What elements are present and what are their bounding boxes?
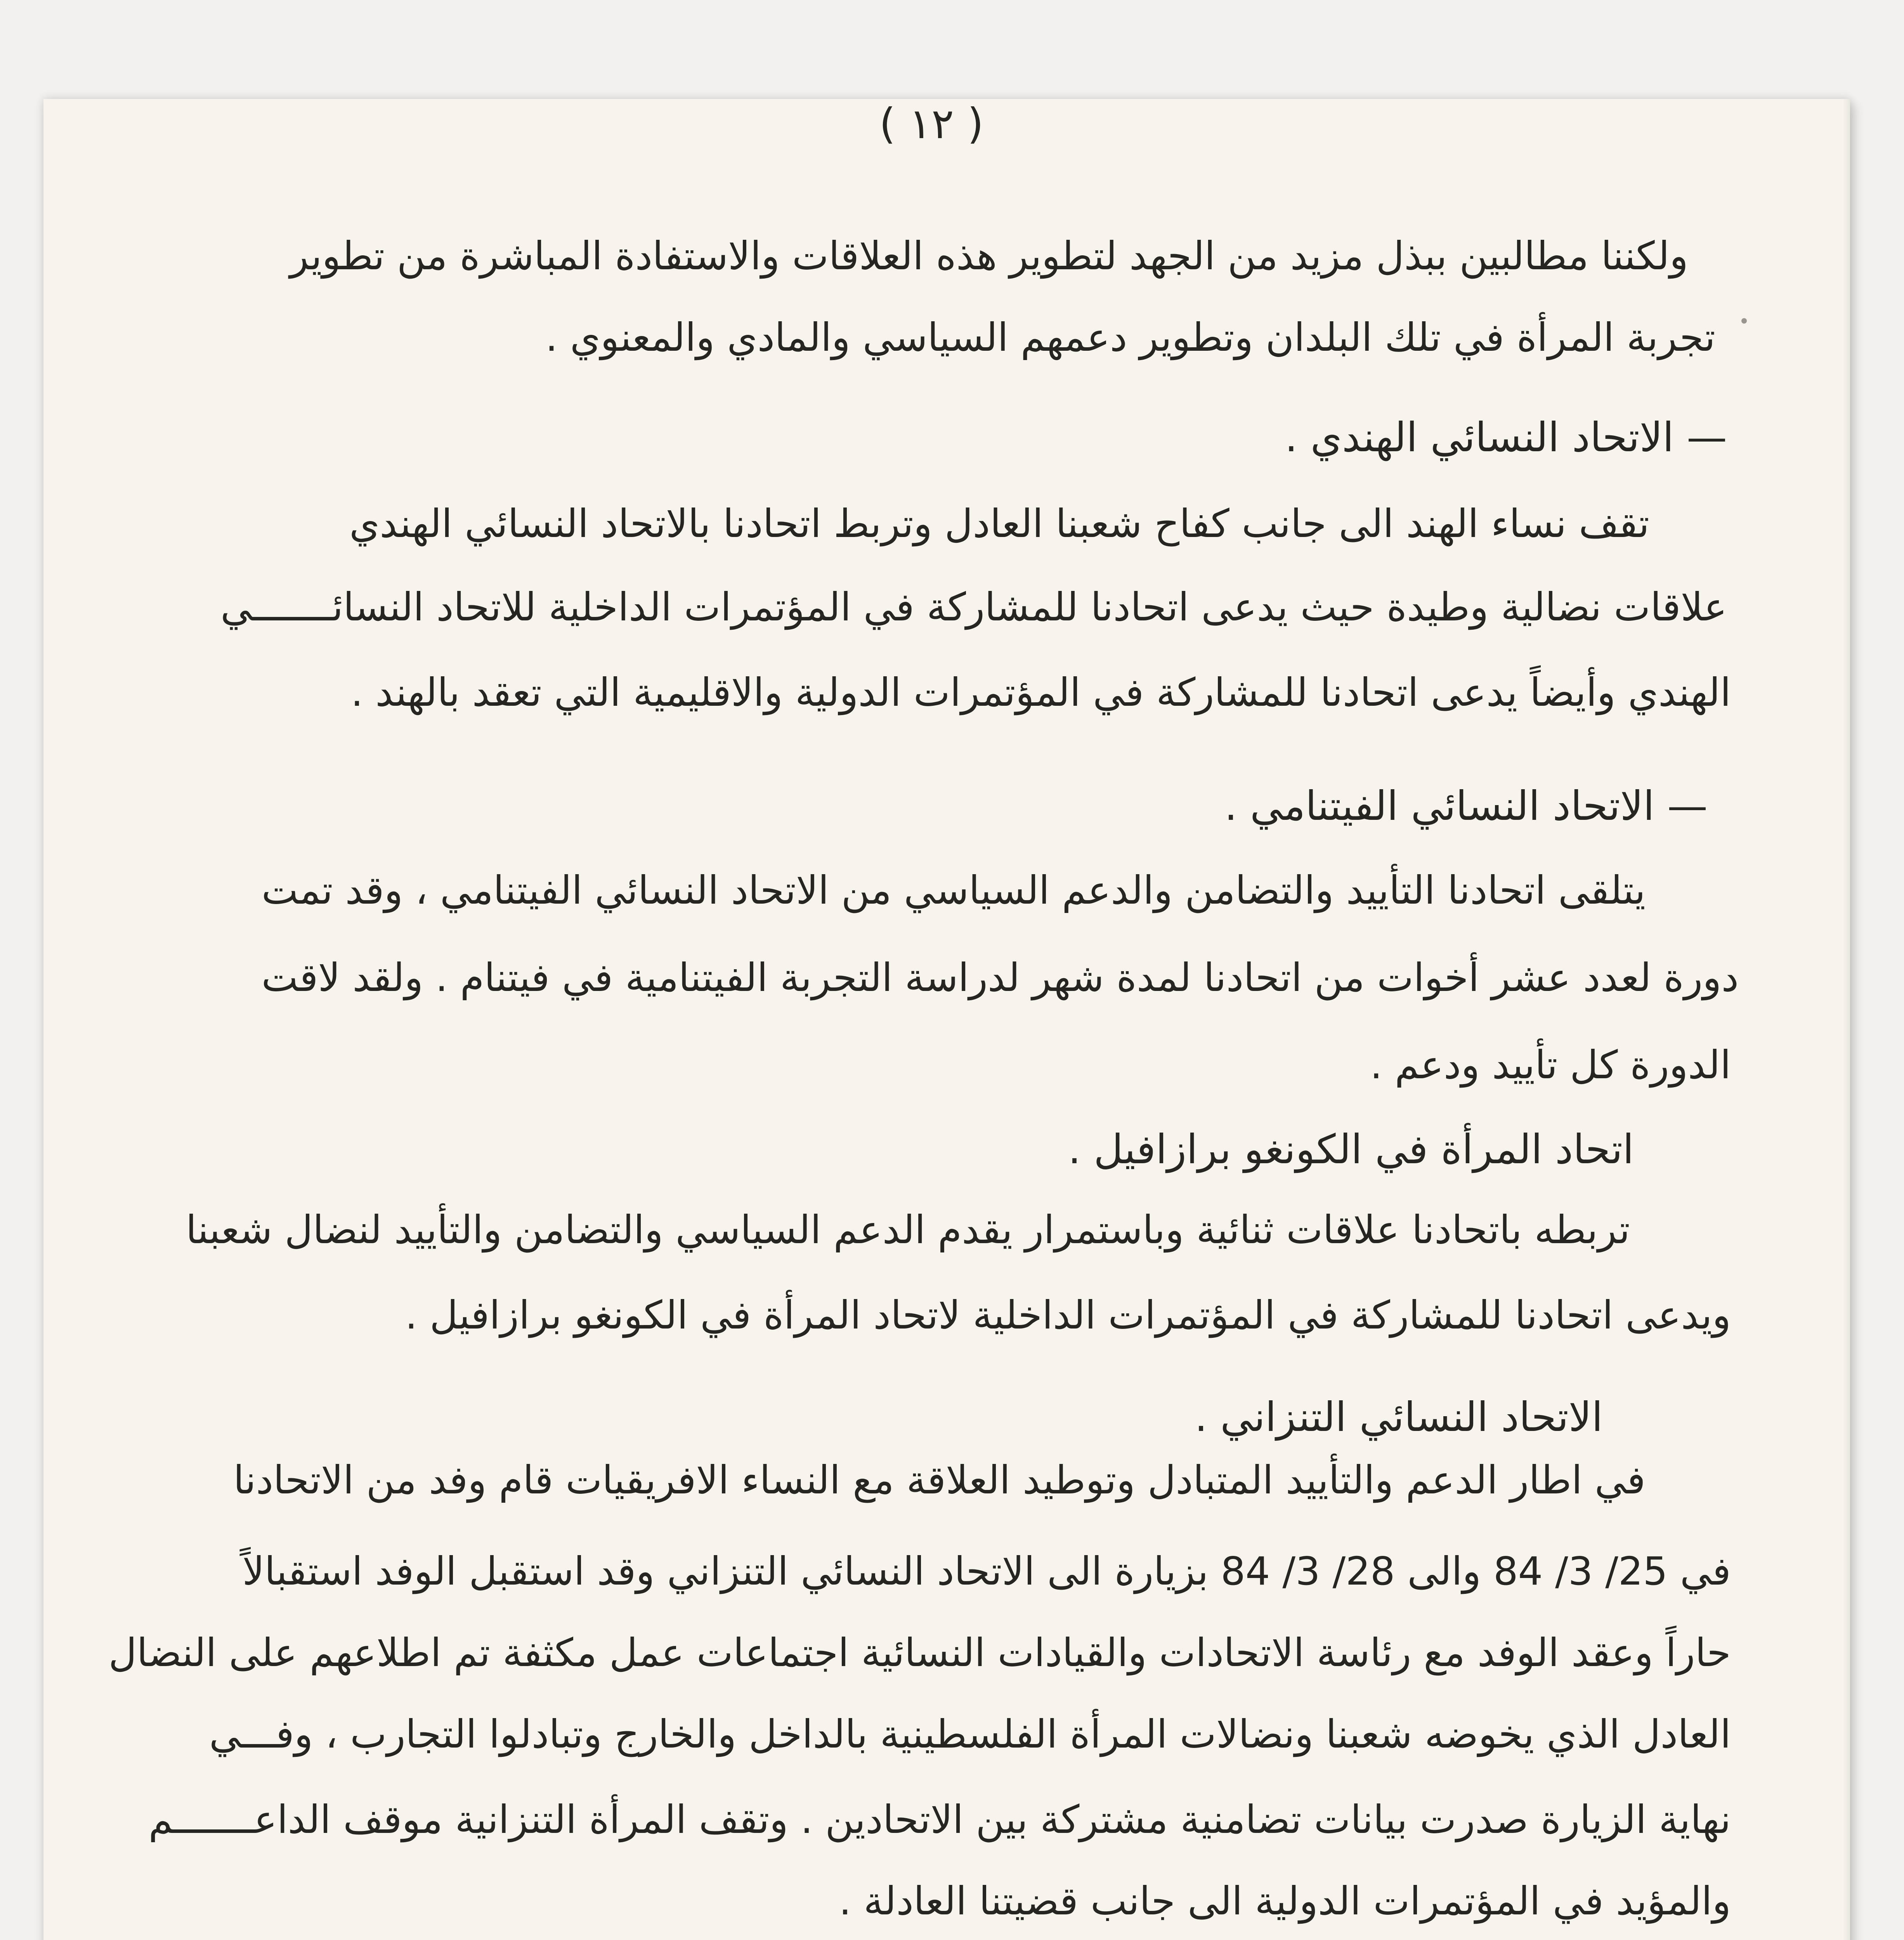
text-line-4: تقف نساء الهند الى جانب كفاح شعبنا العادل وتربط اتحادنا بالاتحاد النسائي الهندي (349, 501, 1649, 546)
heading-tanzanian-union: الاتحاد النسائي التنزاني . (1195, 1393, 1603, 1441)
text-line-5: علاقات نضالية وطيدة حيث يدعى اتحادنا للمشاركة في المؤتمرات الداخلية للاتحاد النسائـــــــي (220, 584, 1727, 630)
text-line-2: تجربة المرأة في تلك البلدان وتطوير دعمهم السياسي والمادي والمعنوي . (545, 315, 1715, 360)
text-line-8: يتلقى اتحادنا التأييد والتضامن والدعم السياسي من الاتحاد النسائي الفيتنامي ، وقد تمت (261, 868, 1646, 913)
text-line-20: والمؤيد في المؤتمرات الدولية الى جانب قضيتنا العادلة . (839, 1878, 1731, 1924)
heading-indian-union: — الاتحاد النسائي الهندي . (1285, 414, 1727, 461)
text-line-1: ولكننا مطالبين ببذل مزيد من الجهد لتطوير هذه العلاقات والاستفادة المباشرة من تطوير (290, 233, 1688, 279)
text-line-18: العادل الذي يخوضه شعبنا ونضالات المرأة الفلسطينية بالداخل والخارج وتبادلوا التجارب ، وفـــي (209, 1711, 1731, 1757)
text-line-17: حاراً وعقد الوفد مع رئاسة الاتحادات والقيادات النسائية اجتماعات عمل مكثفة تم اطلاعهم على النضال (108, 1630, 1731, 1675)
text-line-13: ويدعى اتحادنا للمشاركة في المؤتمرات الداخلية لاتحاد المرأة في الكونغو برازافيل . (405, 1292, 1731, 1338)
ink-speck (1741, 318, 1747, 324)
heading-vietnamese-union: — الاتحاد النسائي الفيتنامي . (1224, 782, 1708, 830)
text-line-12: تربطه باتحادنا علاقات ثنائية وباستمرار يقدم الدعم السياسي والتضامن والتأييد لنضال شعبنا (186, 1207, 1630, 1252)
heading-congo-union: اتحاد المرأة في الكونغو برازافيل . (1068, 1126, 1634, 1173)
text-line-15: في اطار الدعم والتأييد المتبادل وتوطيد العلاقة مع النساء الافريقيات قام وفد من الاتحادنا (233, 1457, 1646, 1503)
page-number: ( ١٢ ) (879, 100, 984, 148)
text-line-10: الدورة كل تأييد ودعم . (1370, 1042, 1731, 1088)
text-line-19: نهاية الزيارة صدرت بيانات تضامنية مشتركة بين الاتحادين . وتقف المرأة التنزانية موقف الداعـــــــم (148, 1797, 1731, 1842)
text-line-16: في 25/ 3/ 84 والى 28/ 3/ 84 بزيارة الى الاتحاد النسائي التنزاني وقد استقبل الوفد استقبالاً (242, 1549, 1731, 1594)
text-line-6: الهندي وأيضاً يدعى اتحادنا للمشاركة في المؤتمرات الدولية والاقليمية التي تعقد بالهند . (350, 670, 1731, 715)
text-line-9: دورة لعدد عشر أخوات من اتحادنا لمدة شهر لدراسة التجربة الفيتنامية في فيتنام . ولقد لاقت (261, 955, 1739, 1000)
page-edge-shadow (1843, 99, 1850, 1940)
